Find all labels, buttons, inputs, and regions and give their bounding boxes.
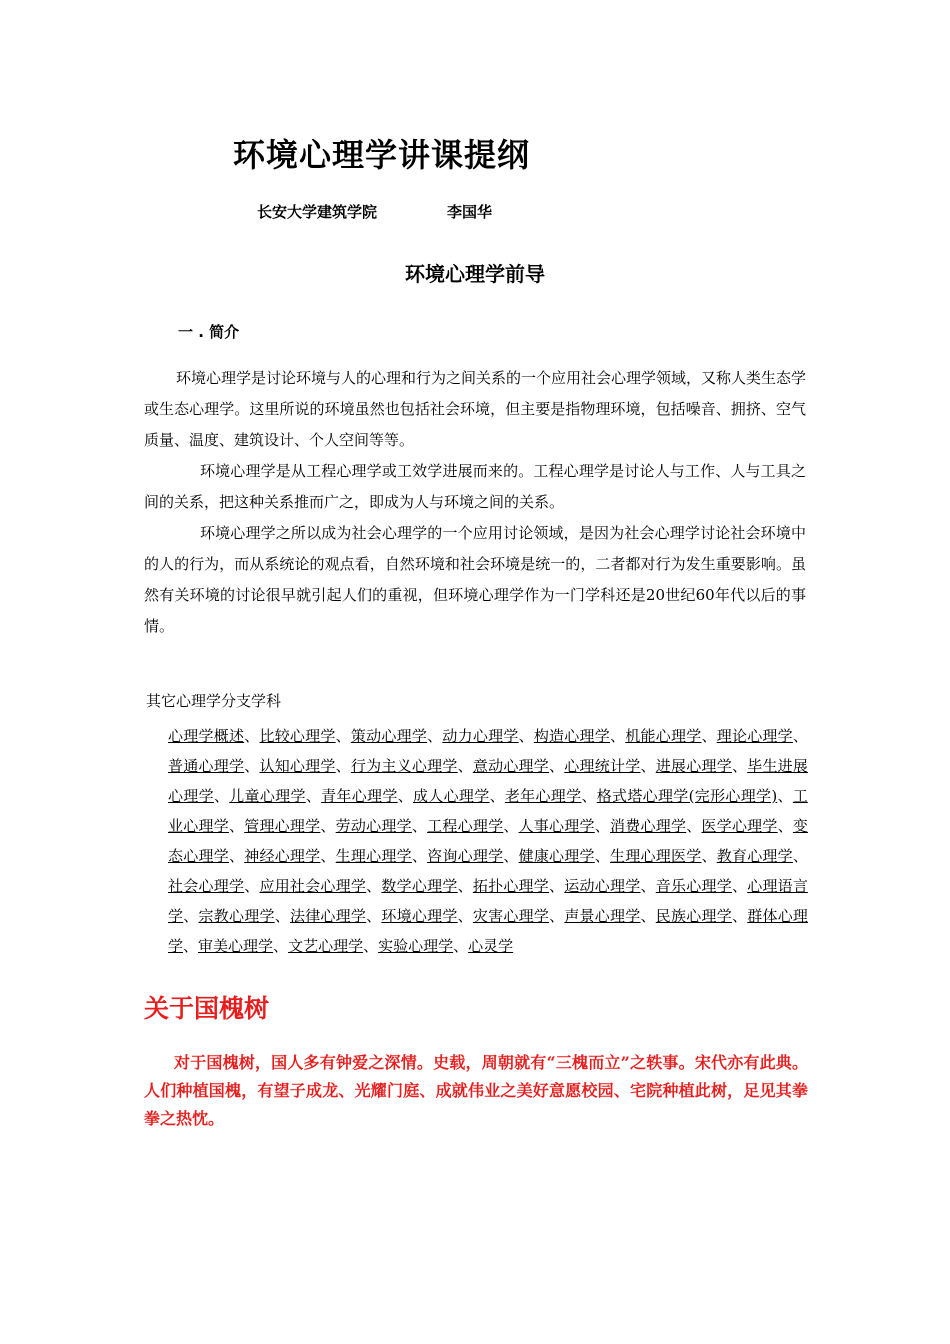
branch-link[interactable]: 宗教心理学: [198, 907, 275, 925]
branch-separator: 、: [363, 937, 379, 955]
branch-separator: 、: [777, 787, 793, 805]
branch-link-list: [168, 721, 808, 961]
branch-separator: 、: [731, 907, 748, 925]
branch-separator: 、: [411, 847, 428, 865]
institution: 长安大学建筑学院: [257, 203, 378, 221]
branch-link[interactable]: 环境心理学: [381, 907, 458, 925]
branch-link[interactable]: 普通心理学: [168, 757, 245, 775]
intro-paragraph-1: 环境心理学是讨论环境与人的心理和行为之间关系的一个应用社会心理学领域，又称人类生态学或生态心理学。这里所说的环境虽然也包括社会环境，但主要是指物理环境，包括噪音、拥挤、空气质量、温度、建筑设计、个人空间等等。: [144, 369, 807, 449]
tree-section-heading: 关于国槐树: [144, 994, 270, 1023]
branch-separator: 、: [731, 877, 748, 895]
section-heading-intro: 一 . 简介: [178, 323, 240, 341]
branch-separator: 、: [686, 817, 702, 835]
branch-separator: 、: [244, 727, 260, 745]
intro-body: [144, 363, 806, 642]
branch-link[interactable]: 心理统计学: [564, 757, 641, 775]
branch-separator: 、: [453, 937, 469, 955]
branch-separator: 、: [427, 727, 443, 745]
branch-link[interactable]: 动力心理学: [442, 727, 519, 745]
branch-separator: 、: [183, 937, 199, 955]
branch-separator: 、: [503, 817, 519, 835]
branch-link[interactable]: 消费心理学: [610, 817, 687, 835]
branch-separator: 、: [183, 907, 199, 925]
branch-link[interactable]: 机能心理学: [625, 727, 702, 745]
branch-link[interactable]: 意动心理学: [472, 757, 550, 775]
branch-separator: 、: [640, 877, 656, 895]
branch-separator: 、: [701, 727, 717, 745]
branch-separator: 、: [320, 817, 336, 835]
intro-paragraph-2: 环境心理学是从工程心理学或工效学进展而来的。工程心理学是讨论人与工作、人与工具之间的关系，把这种关系推而广之，即成为人与环境之间的关系。: [144, 462, 806, 511]
branch-link[interactable]: 生理心理学: [335, 847, 412, 865]
branch-link[interactable]: 行为主义心理学: [350, 757, 458, 775]
branch-separator: 、: [489, 787, 505, 805]
branch-link[interactable]: 人事心理学: [518, 817, 595, 835]
branch-separator: 、: [610, 727, 626, 745]
branch-link[interactable]: 灾害心理学: [472, 907, 550, 925]
branch-separator: 、: [457, 757, 473, 775]
branch-separator: 、: [366, 877, 382, 895]
branch-link[interactable]: 教育心理学: [716, 847, 793, 865]
branch-link[interactable]: 管理心理学: [244, 817, 321, 835]
branch-separator: 、: [581, 787, 597, 805]
branch-link[interactable]: 运动心理学: [564, 877, 641, 895]
branch-separator: 、: [518, 727, 534, 745]
branch-separator: 、: [273, 937, 289, 955]
branch-link[interactable]: 拓扑心理学: [472, 877, 550, 895]
author-name: 李国华: [447, 203, 493, 221]
branch-separator: 、: [594, 817, 611, 835]
branch-link[interactable]: 老年心理学: [504, 787, 582, 805]
branch-separator: 、: [792, 727, 808, 745]
branch-separator: 、: [244, 757, 260, 775]
branch-link[interactable]: 生理心理医学: [610, 847, 702, 865]
branch-separator: 、: [411, 817, 428, 835]
branch-separator: 、: [731, 757, 748, 775]
branch-link[interactable]: 毕生进展心理学: [168, 757, 808, 805]
branch-separator: 、: [792, 847, 808, 865]
branch-separator: 、: [503, 847, 519, 865]
branch-link[interactable]: 工业心理学: [168, 787, 808, 835]
branch-separator: 、: [320, 847, 336, 865]
branch-link[interactable]: 医学心理学: [701, 817, 778, 835]
branches-heading: 其它心理学分支学科: [146, 692, 282, 710]
branch-link[interactable]: 审美心理学: [198, 937, 274, 955]
branch-separator: 、: [594, 847, 611, 865]
author-line: [257, 201, 492, 222]
branch-separator: 、: [228, 817, 245, 835]
branch-link[interactable]: 策动心理学: [350, 727, 428, 745]
branch-separator: 、: [777, 817, 793, 835]
branch-link[interactable]: 成人心理学: [413, 787, 490, 805]
branch-link[interactable]: 健康心理学: [518, 847, 595, 865]
branch-link[interactable]: 儿童心理学: [229, 787, 306, 805]
branch-separator: 、: [228, 847, 245, 865]
branch-link[interactable]: 民族心理学: [655, 907, 732, 925]
branch-separator: 、: [457, 877, 473, 895]
branch-link[interactable]: 理论心理学: [716, 727, 793, 745]
branch-separator: 、: [397, 787, 413, 805]
branch-separator: 、: [335, 757, 351, 775]
branch-separator: 、: [335, 727, 351, 745]
branch-link[interactable]: 法律心理学: [289, 907, 367, 925]
branch-link[interactable]: 变态心理学: [168, 817, 808, 865]
branch-separator: 、: [274, 907, 290, 925]
branch-link[interactable]: 比较心理学: [259, 727, 336, 745]
branch-link[interactable]: 青年心理学: [321, 787, 398, 805]
branch-separator: 、: [640, 757, 656, 775]
branch-link[interactable]: 音乐心理学: [655, 877, 732, 895]
branch-link[interactable]: 心理学概述: [168, 727, 245, 745]
branch-separator: 、: [457, 907, 473, 925]
branch-separator: 、: [213, 787, 230, 805]
branch-link[interactable]: 心理语言学: [168, 877, 808, 925]
branch-link[interactable]: 实验心理学: [378, 937, 454, 955]
branch-link[interactable]: 劳动心理学: [335, 817, 412, 835]
branch-link[interactable]: 心灵学: [468, 937, 514, 955]
branch-separator: 、: [701, 847, 717, 865]
branch-link[interactable]: 数学心理学: [381, 877, 458, 895]
branch-link[interactable]: 格式塔心理学(完形心理学): [596, 787, 778, 805]
branch-link[interactable]: 认知心理学: [259, 757, 336, 775]
branch-link[interactable]: 社会心理学: [168, 877, 245, 895]
branch-separator: 、: [549, 877, 565, 895]
tree-section-body: 对于国槐树，国人多有钟爱之深情。史载，周朝就有“三槐而立”之轶事。宋代亦有此典。人们种植国槐，有望子成龙、光耀门庭、成就伟业之美好意愿校园、宅院种植此树，足见其拳拳之热忱。: [144, 1053, 808, 1128]
document-title: 环境心理学讲课提纲: [233, 136, 531, 174]
branch-link[interactable]: 群体心理学: [168, 907, 808, 955]
branch-link[interactable]: 咨询心理学: [427, 847, 504, 865]
branch-separator: 、: [549, 907, 565, 925]
branch-link[interactable]: 进展心理学: [655, 757, 732, 775]
branch-separator: 、: [244, 877, 260, 895]
branch-separator: 、: [640, 907, 656, 925]
branch-link[interactable]: 应用社会心理学: [259, 877, 367, 895]
branch-link[interactable]: 文艺心理学: [288, 937, 364, 955]
section-subtitle: 环境心理学前导: [405, 262, 545, 286]
branch-link[interactable]: 声景心理学: [564, 907, 641, 925]
branch-separator: 、: [305, 787, 322, 805]
branch-link[interactable]: 构造心理学: [533, 727, 611, 745]
branch-link[interactable]: 工程心理学: [427, 817, 504, 835]
branch-separator: 、: [549, 757, 565, 775]
branch-link[interactable]: 神经心理学: [244, 847, 321, 865]
branch-separator: 、: [366, 907, 382, 925]
intro-paragraph-3: 环境心理学之所以成为社会心理学的一个应用讨论领域，是因为社会心理学讨论社会环境中的人的行为，而从系统论的观点看，自然环境和社会环境是统一的，二者都对行为发生重要影响。虽然有关环境的讨论很早就引起人们的重视，但环境心理学作为一门学科还是20世纪60年代以后的事情。: [144, 524, 806, 635]
